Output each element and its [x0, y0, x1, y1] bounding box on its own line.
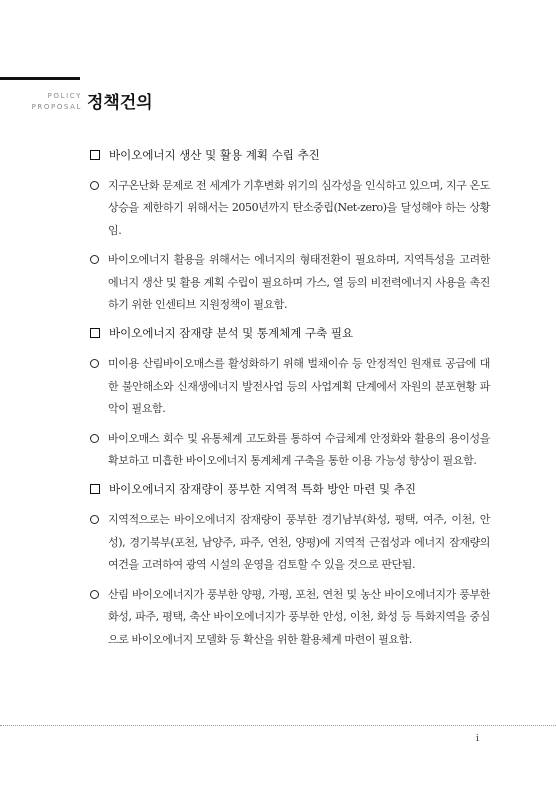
list-item	[90, 353, 490, 420]
square-bullet-icon	[90, 150, 100, 160]
list-item	[90, 175, 490, 242]
page-number: i	[476, 734, 479, 744]
square-bullet-icon	[90, 328, 100, 338]
circle-bullet-icon	[90, 434, 99, 443]
list-item-text: 바이오매스 회수 및 유통체계 고도화를 통하여 수급체계 안정화와 활용의 용이성을 확보하고 미흡한 바이오에너지 통계체계 구축을 통한 이용 가능성 향상이 필요함.	[108, 431, 490, 468]
section-potential-analysis	[90, 323, 490, 472]
policy-label-line: POLICY	[47, 92, 82, 100]
list-item-text: 지역적으로는 바이오에너지 잠재량이 풍부한 경기남부(화성, 평택, 여주, 이천, 안성), 경기북부(포천, 남양주, 파주, 연천, 양평)에 지역적 근접성과 에너지 잠재량의 여건을 고려하여 광역 시설의 운영을 검토할 수 있을 것으로 판단됨.	[108, 513, 490, 572]
circle-bullet-icon	[90, 359, 99, 368]
section-heading-text: 바이오에너지 생산 및 활용 계획 수립 추진	[109, 148, 320, 162]
document-body	[90, 145, 490, 658]
section-heading	[90, 323, 490, 343]
section-heading	[90, 479, 490, 499]
list-item	[90, 584, 490, 651]
circle-bullet-icon	[90, 181, 99, 190]
policy-proposal-label	[30, 91, 82, 113]
list-item-text: 지구온난화 문제로 전 세계가 기후변화 위기의 심각성을 인식하고 있으며, 지구 온도 상승을 제한하기 위해서는 2050년까지 탄소중립(Net-zero)을 달성해야 하는 상황임.	[108, 179, 490, 237]
section-energy-plan	[90, 145, 490, 316]
list-item	[90, 509, 490, 576]
square-bullet-icon	[90, 484, 100, 494]
section-heading-text: 바이오에너지 잠재량 분석 및 통계체계 구축 필요	[109, 326, 354, 341]
list-item-text: 미이용 산림바이오매스를 활성화하기 위해 벌채이슈 등 안정적인 원재료 공급에 대한 불안해소와 신재생에너지 발전사업 등의 사업계획 단계에서 자원의 분포현황 파악이 필요함.	[108, 357, 490, 416]
footer-dotted-rule	[0, 725, 556, 726]
list-item	[90, 249, 490, 316]
circle-bullet-icon	[90, 255, 99, 264]
section-heading	[90, 145, 490, 165]
section-heading-text: 바이오에너지 잠재량이 풍부한 지역적 특화 방안 마련 및 추진	[109, 482, 416, 497]
list-item	[90, 428, 490, 473]
circle-bullet-icon	[90, 515, 99, 524]
section-regional-strategy	[90, 479, 490, 650]
list-item-text: 바이오에너지 활용을 위해서는 에너지의 형태전환이 필요하며, 지역특성을 고려한 에너지 생산 및 활용 계획 수립이 필요하며 가스, 열 등의 비전력에너지 사용을 촉진하기 위한 인센티브 지원정책이 필요함.	[108, 253, 490, 312]
circle-bullet-icon	[90, 590, 99, 599]
header-rule	[0, 77, 80, 80]
list-item-text: 산림 바이오에너지가 풍부한 양평, 가평, 포천, 연천 및 농산 바이오에너지가 풍부한 화성, 파주, 평택, 축산 바이오에너지가 풍부한 안성, 이천, 화성 등 특화지역을 중심으로 바이오에너지 모델화 등 확산을 위한 활용체계 마련이 필요함.	[108, 587, 490, 646]
page-title: 정책건의	[87, 93, 153, 113]
proposal-label-line: PROPOSAL	[31, 103, 82, 111]
